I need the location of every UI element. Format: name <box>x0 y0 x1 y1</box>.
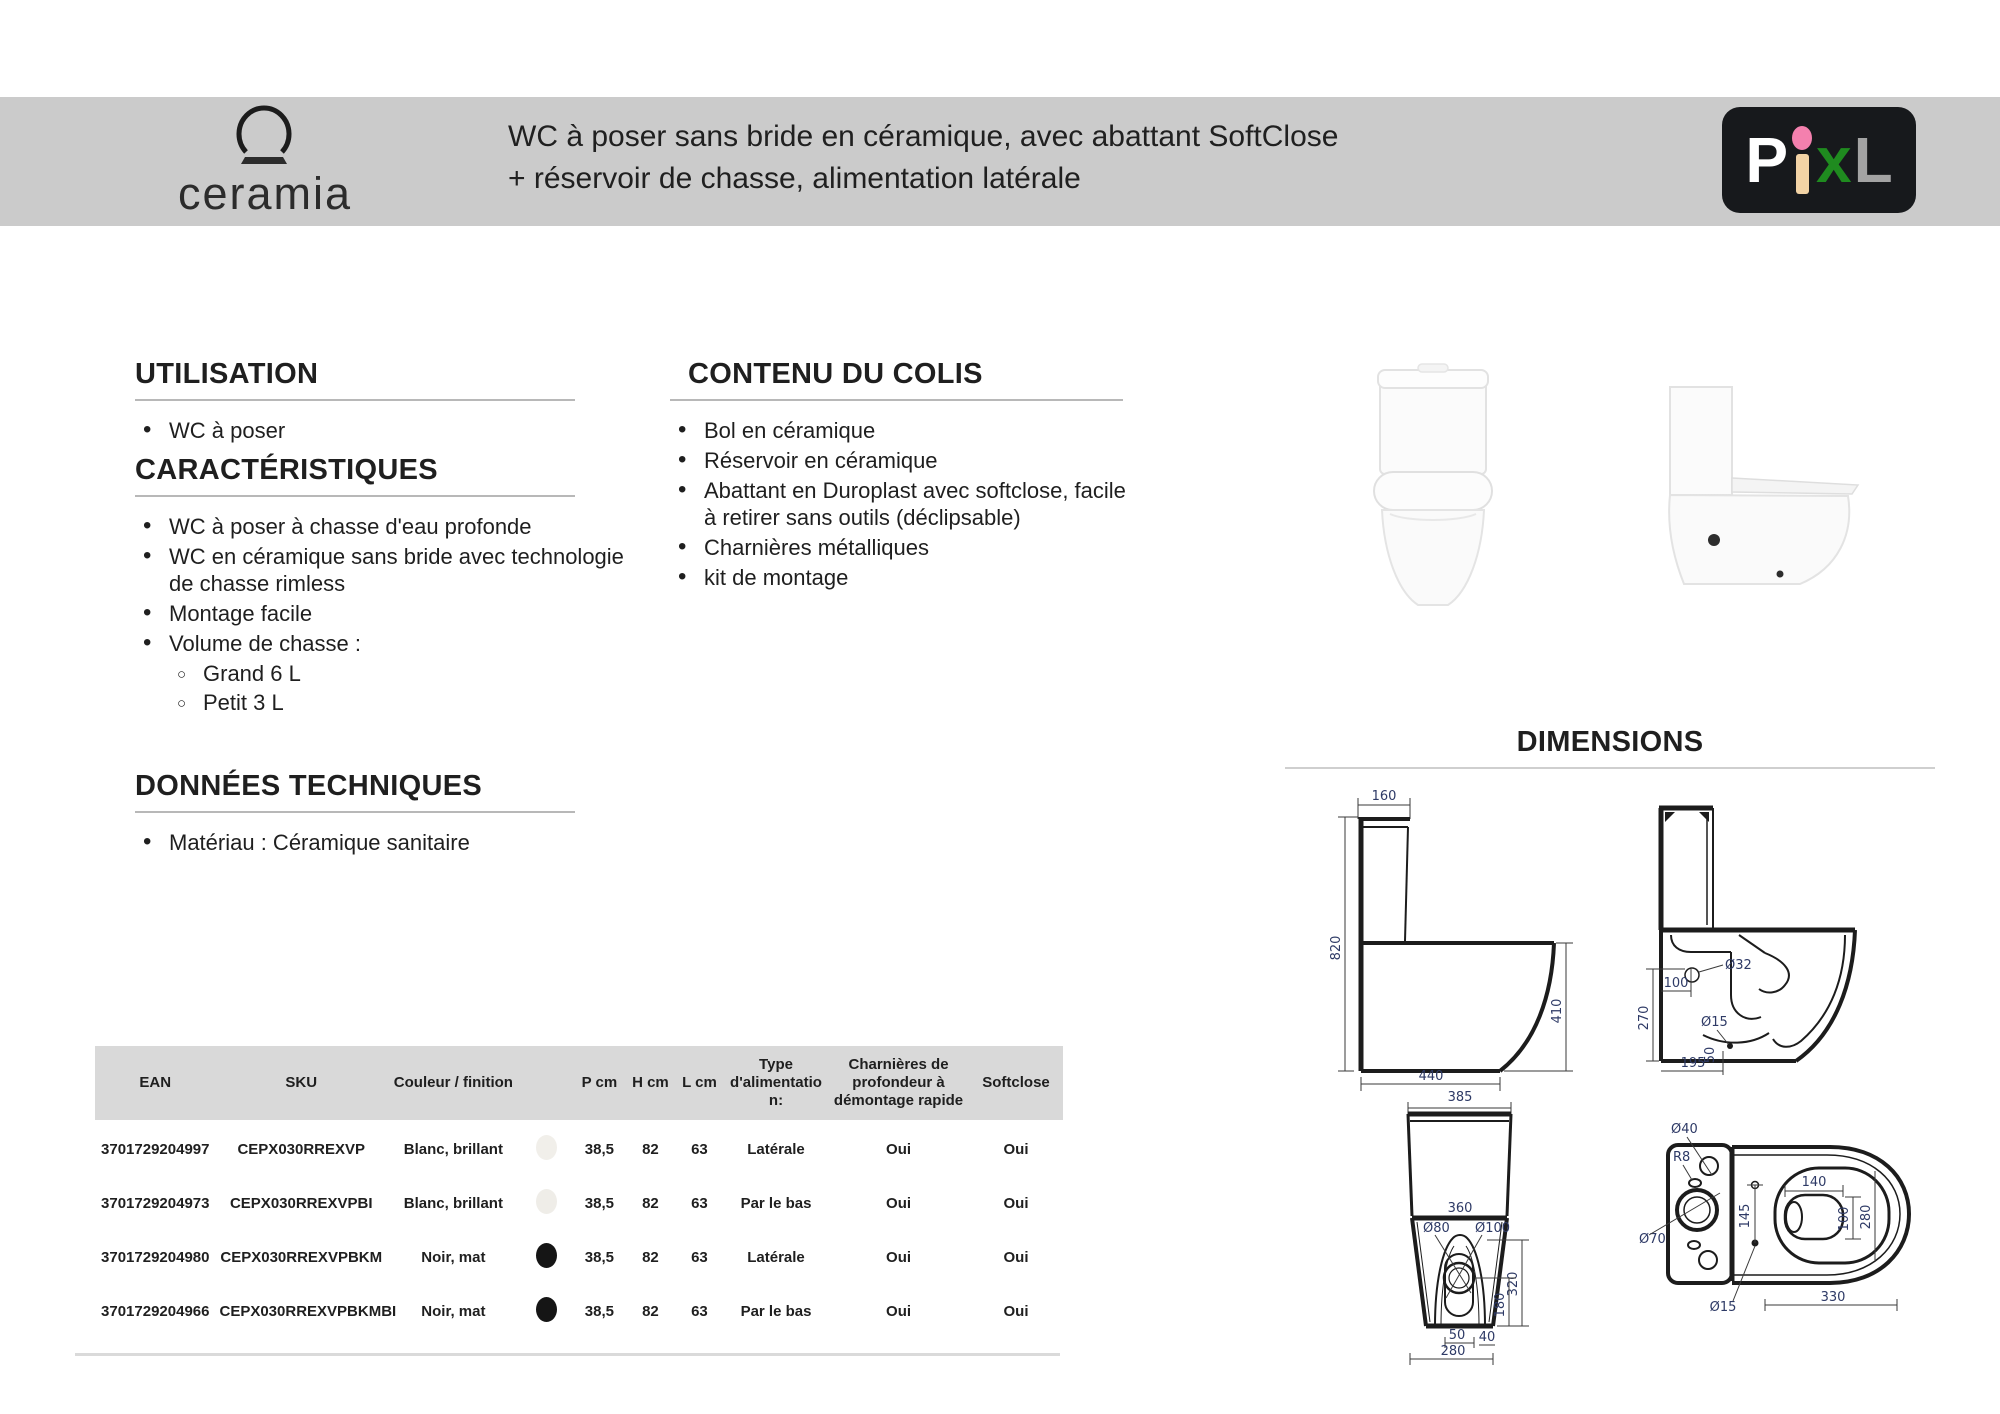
cell-charnieres: Oui <box>886 1249 912 1266</box>
cell-ean: 3701729204973 <box>101 1195 210 1212</box>
cell-l: 63 <box>691 1303 708 1320</box>
color-swatch <box>536 1243 557 1268</box>
pixl-i-stem-icon <box>1796 154 1809 194</box>
divider <box>135 495 575 497</box>
cell-softclose: Oui <box>1003 1303 1029 1320</box>
cell-sku: CEPX030RREXVPBKMBI <box>219 1303 397 1320</box>
pixl-letter-l: L <box>1853 124 1893 196</box>
table-row <box>95 1228 1063 1282</box>
color-swatch <box>536 1135 557 1160</box>
col-header-ean: EAN <box>95 1046 215 1120</box>
list-item: • Réservoir en céramique <box>670 447 1132 474</box>
svg-text:Ø70: Ø70 <box>1639 1232 1666 1247</box>
svg-text:320: 320 <box>1506 1271 1521 1297</box>
col-header-sku: SKU <box>215 1046 387 1120</box>
cell-h: 82 <box>642 1303 659 1320</box>
divider <box>135 399 575 401</box>
cell-charnieres: Oui <box>886 1303 912 1320</box>
cell-couleur: Blanc, brillant <box>403 1141 503 1158</box>
header-banner <box>0 97 2000 226</box>
svg-text:280: 280 <box>1859 1204 1874 1230</box>
svg-text:100: 100 <box>1663 976 1689 991</box>
svg-text:Ø15: Ø15 <box>1701 1015 1728 1030</box>
cell-p: 38,5 <box>584 1195 614 1212</box>
cell-p: 38,5 <box>584 1141 614 1158</box>
svg-text:280: 280 <box>1440 1344 1466 1359</box>
svg-text:50: 50 <box>1703 1046 1718 1064</box>
section-title-caracteristiques: CARACTÉRISTIQUES <box>135 454 438 486</box>
contenu-list <box>670 417 1132 591</box>
page-title-line2: + réservoir de chasse, alimentation latérale <box>508 162 1081 195</box>
table-header-row <box>95 1046 1063 1120</box>
pixl-letter-i <box>1792 126 1812 194</box>
caracteristiques-list <box>135 513 635 716</box>
utilisation-list <box>135 417 613 444</box>
donnees-list <box>135 829 613 856</box>
svg-text:Ø40: Ø40 <box>1671 1122 1698 1137</box>
svg-text:140: 140 <box>1801 1175 1827 1190</box>
section-donnees-techniques <box>135 770 613 859</box>
cell-p: 38,5 <box>584 1303 614 1320</box>
list-item: • kit de montage <box>670 564 1132 591</box>
list-item-label: Volume de chasse : <box>169 631 362 656</box>
cell-type: Latérale <box>747 1141 805 1158</box>
cell-charnieres: Oui <box>886 1141 912 1158</box>
section-dimensions <box>1285 726 1935 769</box>
drawing-side-view <box>1328 783 1608 1103</box>
col-header-p: P cm <box>573 1046 626 1120</box>
svg-text:Ø80: Ø80 <box>1423 1221 1450 1236</box>
cell-ean: 3701729204966 <box>101 1303 210 1320</box>
cell-type: Par le bas <box>740 1303 812 1320</box>
svg-text:Ø100: Ø100 <box>1475 1221 1511 1236</box>
cell-swatch <box>520 1174 573 1228</box>
cell-ean: 3701729204997 <box>101 1141 210 1158</box>
list-item: • WC à poser <box>135 417 613 444</box>
drawing-back-view <box>1383 1088 1648 1383</box>
drawing-section-view <box>1633 783 1933 1093</box>
cell-type: Latérale <box>747 1249 805 1266</box>
col-header-type: Type d'alimentation: <box>724 1046 828 1120</box>
cell-l: 63 <box>691 1195 708 1212</box>
col-header-couleur: Couleur / finition <box>387 1046 520 1120</box>
cell-softclose: Oui <box>1003 1141 1029 1158</box>
list-item: • WC en céramique sans bride avec technologie de chasse rimless <box>135 543 635 597</box>
color-swatch <box>536 1297 557 1322</box>
brand-wordmark: ceramia <box>177 168 353 219</box>
col-header-l: L cm <box>675 1046 724 1120</box>
divider <box>75 1353 1060 1356</box>
section-title-utilisation: UTILISATION <box>135 358 319 390</box>
cell-type: Par le bas <box>740 1195 812 1212</box>
volume-sublist <box>169 660 635 716</box>
product-variants-table <box>95 1046 1063 1336</box>
section-caracteristiques <box>135 454 635 719</box>
cell-charnieres: Oui <box>886 1195 912 1212</box>
cell-sku: CEPX030RREXVP <box>237 1141 366 1158</box>
divider <box>135 811 575 813</box>
cell-softclose: Oui <box>1003 1249 1029 1266</box>
drawing-top-view <box>1625 1113 1925 1358</box>
svg-text:195: 195 <box>1680 1056 1706 1071</box>
svg-text:Ø15: Ø15 <box>1709 1300 1737 1315</box>
svg-text:40: 40 <box>1478 1330 1496 1345</box>
cell-couleur: Noir, mat <box>421 1249 486 1266</box>
divider <box>1285 767 1935 769</box>
cell-softclose: Oui <box>1003 1195 1029 1212</box>
svg-text:410: 410 <box>1550 998 1565 1024</box>
cell-swatch <box>520 1228 573 1282</box>
cell-p: 38,5 <box>584 1249 614 1266</box>
color-swatch <box>536 1189 557 1214</box>
cell-sku: CEPX030RREXVPBKM <box>220 1249 383 1266</box>
col-header-h: H cm <box>626 1046 675 1120</box>
pixl-logo <box>1722 107 1916 213</box>
cell-l: 63 <box>691 1249 708 1266</box>
svg-text:180: 180 <box>1493 1292 1508 1318</box>
table-row <box>95 1120 1063 1174</box>
section-contenu-du-colis <box>670 358 1132 594</box>
section-utilisation <box>135 358 613 447</box>
table-row <box>95 1174 1063 1228</box>
pixl-letter-p: P <box>1745 124 1788 196</box>
col-header-swatch <box>520 1046 573 1120</box>
svg-text:50: 50 <box>1448 1328 1466 1343</box>
cell-couleur: Blanc, brillant <box>403 1195 503 1212</box>
list-item: • Matériau : Céramique sanitaire <box>135 829 613 856</box>
sub-list-item: ○ Grand 6 L <box>169 660 635 687</box>
sub-list-item: ○ Petit 3 L <box>169 689 635 716</box>
brand-mark-icon <box>229 100 301 172</box>
table-row <box>95 1282 1063 1336</box>
svg-text:820: 820 <box>1329 935 1344 961</box>
svg-text:160: 160 <box>1371 789 1397 804</box>
pixl-letter-x: x <box>1816 124 1852 196</box>
cell-swatch <box>520 1282 573 1336</box>
cell-h: 82 <box>642 1141 659 1158</box>
list-item: • Abattant en Duroplast avec softclose, facile à retirer sans outils (déclipsable) <box>670 477 1132 531</box>
cell-l: 63 <box>691 1141 708 1158</box>
col-header-charnieres: Charnières de profondeur à démontage rapide <box>828 1046 969 1120</box>
list-item: • Bol en céramique <box>670 417 1132 444</box>
section-title-donnees: DONNÉES TECHNIQUES <box>135 770 482 802</box>
cell-h: 82 <box>642 1195 659 1212</box>
svg-text:145: 145 <box>1738 1203 1753 1229</box>
svg-text:330: 330 <box>1820 1290 1846 1305</box>
svg-text:385: 385 <box>1447 1090 1473 1105</box>
svg-text:R8: R8 <box>1673 1150 1691 1165</box>
section-title-dimensions: DIMENSIONS <box>1516 726 1704 758</box>
svg-text:360: 360 <box>1447 1201 1473 1216</box>
svg-text:Ø32: Ø32 <box>1725 958 1752 973</box>
cell-swatch <box>520 1120 573 1174</box>
list-item: • Montage facile <box>135 600 635 627</box>
cell-h: 82 <box>642 1249 659 1266</box>
divider <box>670 399 1123 401</box>
list-item: • Charnières métalliques <box>670 534 1132 561</box>
cell-ean: 3701729204980 <box>101 1249 210 1266</box>
list-item: • WC à poser à chasse d'eau profonde <box>135 513 635 540</box>
svg-text:100: 100 <box>1837 1206 1852 1232</box>
svg-text:440: 440 <box>1418 1069 1444 1084</box>
col-header-softclose: Softclose <box>969 1046 1063 1120</box>
svg-text:270: 270 <box>1637 1005 1652 1031</box>
product-photo-front <box>1368 362 1498 622</box>
cell-couleur: Noir, mat <box>421 1303 486 1320</box>
product-photo-side <box>1652 382 1872 607</box>
cell-sku: CEPX030RREXVPBI <box>229 1195 373 1212</box>
page-title-line1: WC à poser sans bride en céramique, avec abattant SoftClose <box>508 120 1339 153</box>
section-title-contenu: CONTENU DU COLIS <box>688 358 983 390</box>
page-title <box>508 116 1338 200</box>
pixl-i-dot-icon <box>1792 126 1812 150</box>
list-item <box>135 630 635 716</box>
brand-logo <box>140 100 390 219</box>
